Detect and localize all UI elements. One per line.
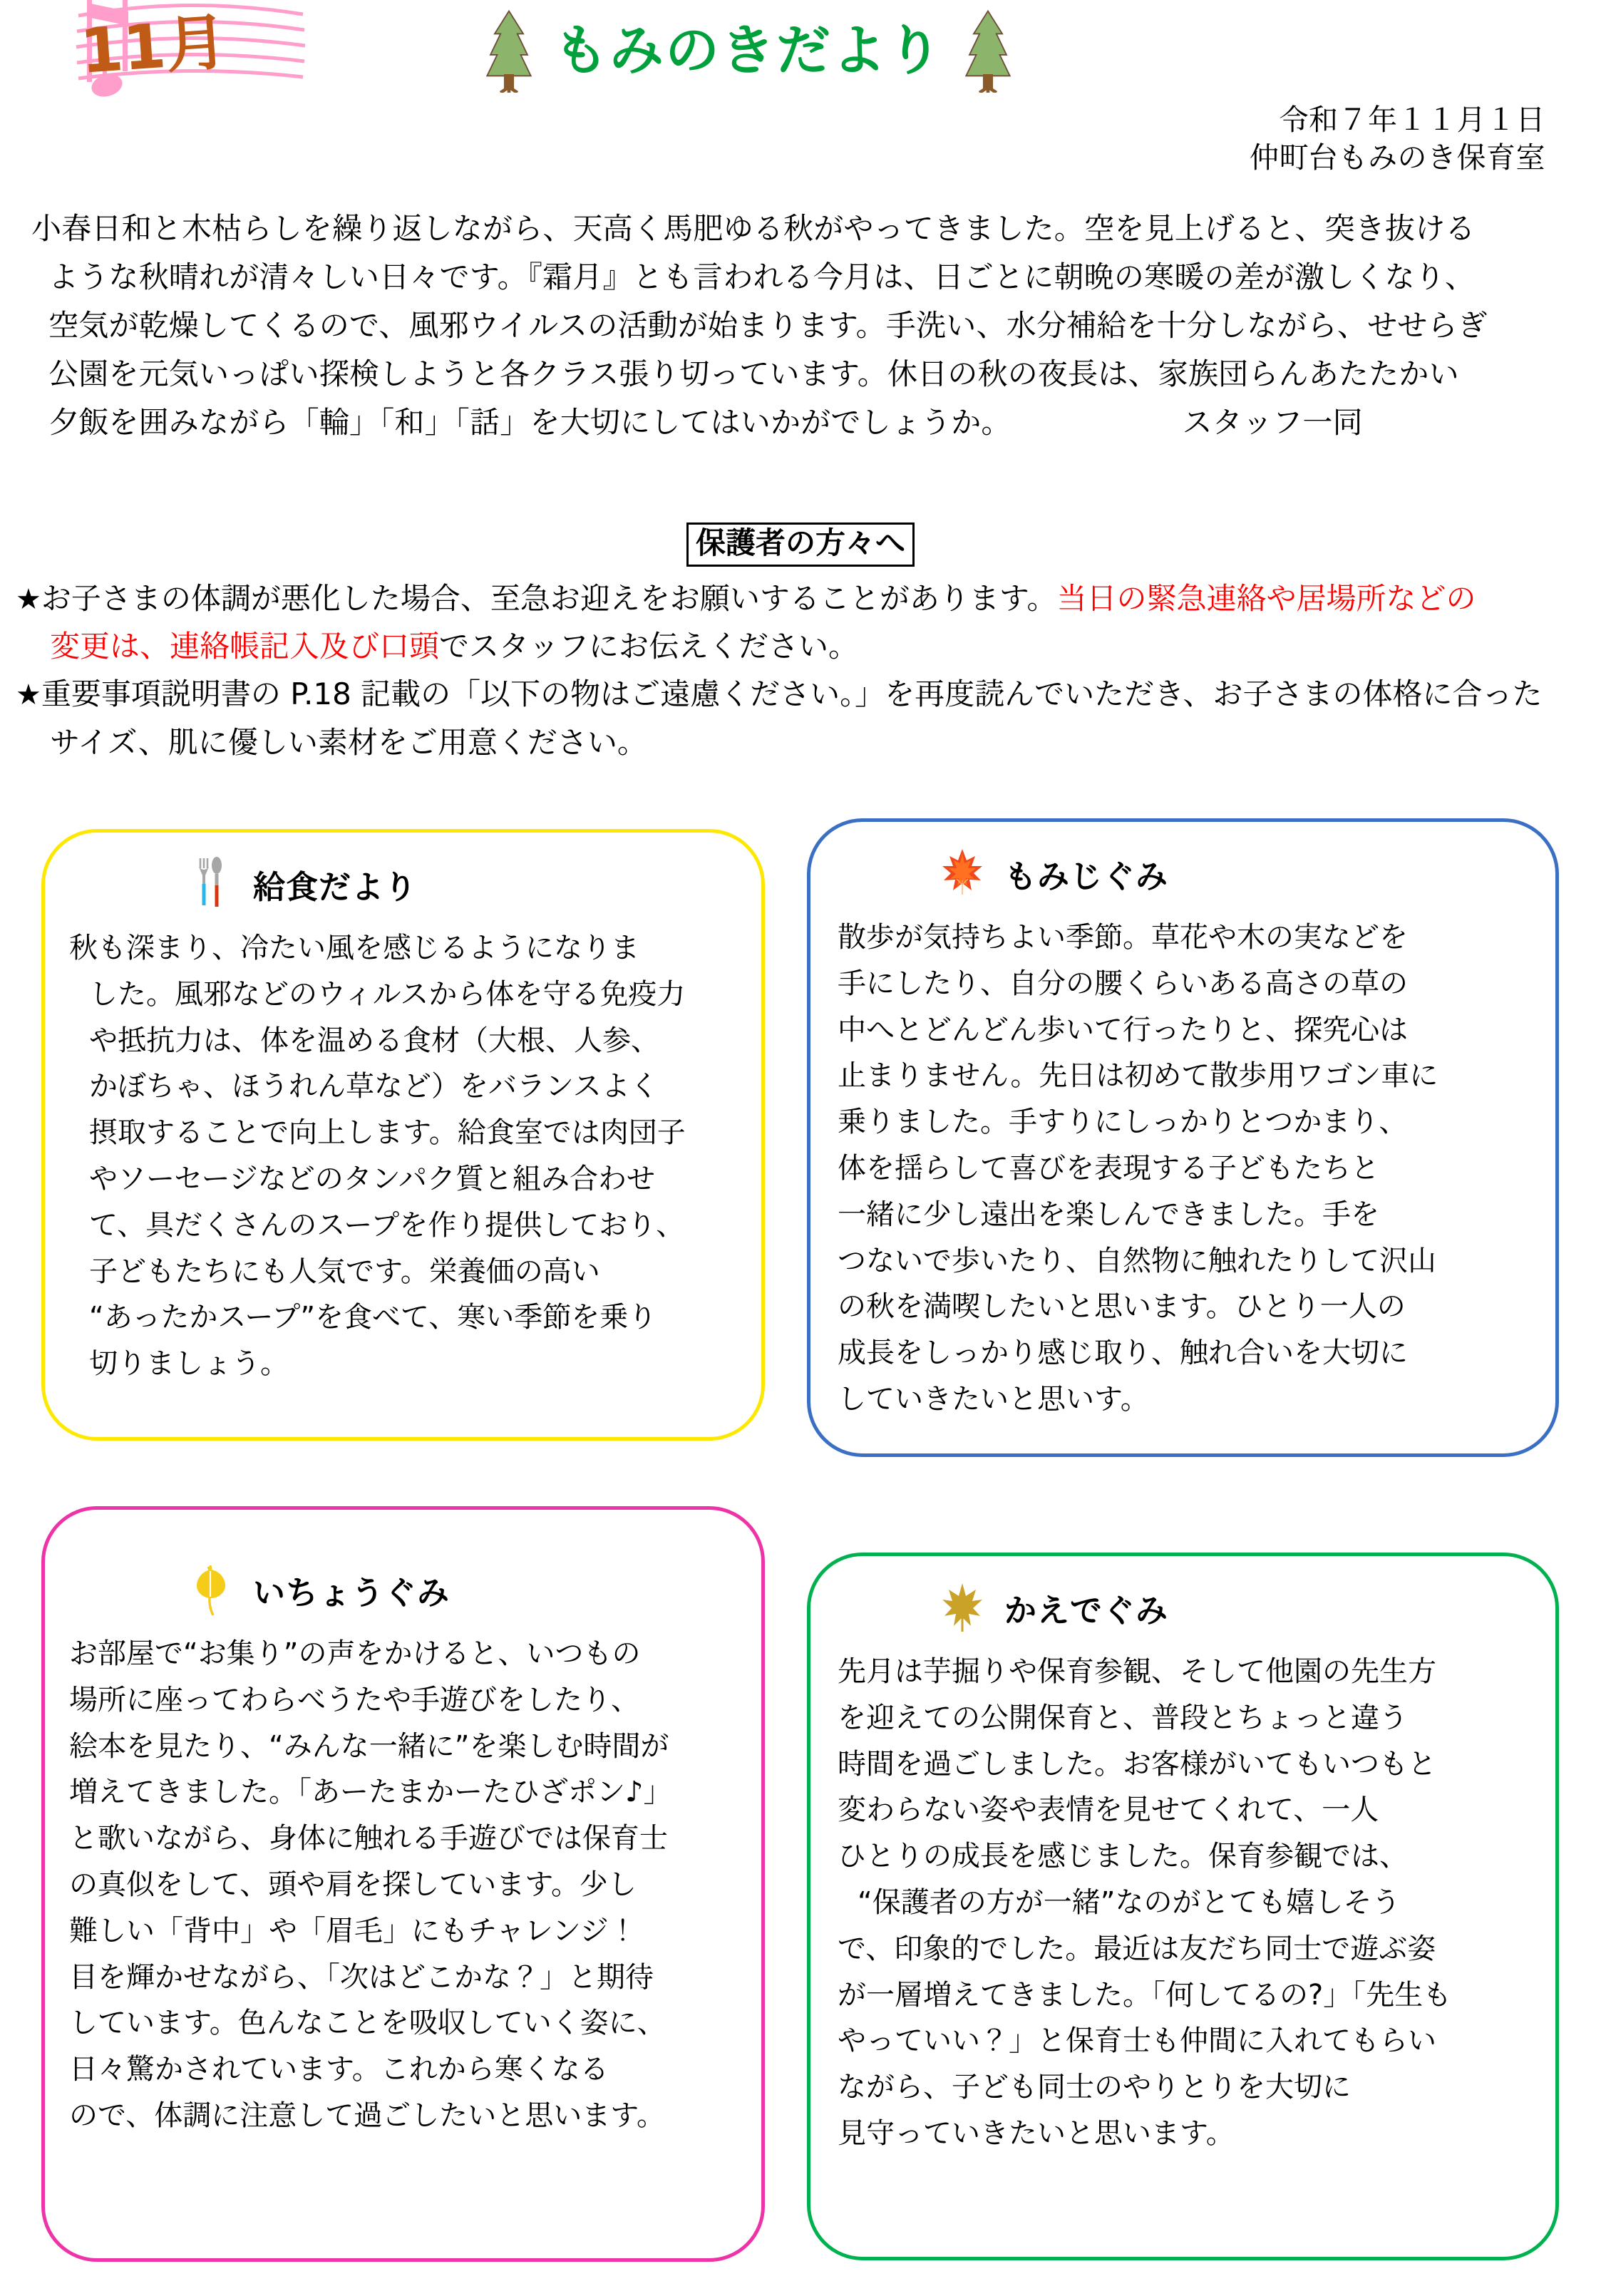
notice-heading-label: 保護者の方々へ (686, 522, 915, 567)
body-line: 摂取することで向上します。給食室では肉団子 (89, 1116, 686, 1150)
section-title: かえでぐみ (1004, 1591, 1169, 1630)
body-line: 秋も深まり、冷たい風を感じるようになりま (69, 932, 639, 964)
notice-text-red: 当日の緊急連絡や居場所などの (1056, 581, 1476, 616)
body-line: で、印象的でした。最近は友だち同士で遊ぶ姿 (838, 1932, 1436, 1965)
notice-heading (0, 522, 1601, 567)
ginkgo-leaf-icon (187, 1557, 235, 1622)
section-body (810, 1646, 1555, 2157)
body-line: ので、体調に注意して過ごしたいと思います。 (69, 2099, 665, 2132)
body-line: していきたいと思いす。 (838, 1382, 1149, 1416)
section-box-icho (41, 1506, 765, 2262)
pine-tree-icon-right (962, 9, 1014, 93)
notice-item-2-line-1 (16, 670, 1584, 718)
body-line: 先月は芋掘りや保育参観、そして他園の先生方 (838, 1655, 1436, 1688)
body-line: や抵抗力は、体を温める食材（大根、人参、 (89, 1024, 659, 1057)
maple-leaf-red-icon (939, 840, 986, 906)
maple-leaf-gold-icon (939, 1575, 986, 1640)
notice-text-red-emphasis: 連絡帳記入及び口頭 (170, 629, 440, 664)
body-line: お部屋で“お集り”の声をかけると、いつもの (69, 1637, 641, 1670)
body-line: しています。色んなことを吸収していく姿に、 (69, 2007, 666, 2040)
body-line: 目を輝かせながら、「次はどこかな？」と期待 (69, 1960, 654, 1994)
section-header (810, 1556, 1555, 1646)
notice-text: 重要事項説明書の P.18 記載の「以下の物はご遠慮ください。」を再度読んでいただき、お子さまの体格に合った (41, 676, 1543, 712)
section-header (45, 1510, 761, 1628)
section-box-kaede (807, 1553, 1559, 2260)
notice-text-black: でスタッフにお伝えください。 (439, 629, 859, 664)
section-box-kyushoku (41, 829, 765, 1441)
section-title: もみじぐみ (1004, 857, 1169, 895)
document-meta (1250, 101, 1545, 177)
body-line: 場所に座ってわらべうたや手遊びをしたり、 (69, 1683, 639, 1716)
organization-name: 仲町台もみのき保育室 (1250, 140, 1545, 175)
body-line: ながら、子ども同士のやりとりを大切に (838, 2071, 1351, 2104)
body-line: て、具だくさんのスープを作り提供しており、 (89, 1208, 685, 1242)
intro-line: 公園を元気いっぱい探検しようと各クラス張り切っています。休日の秋の夜長は、家族団らんあたたかい (48, 356, 1459, 392)
body-line: の真似をして、頭や肩を探しています。少し (69, 1868, 637, 1901)
body-line: かぼちゃ、ほうれん草など）をバランスよく (89, 1070, 659, 1103)
body-line: 見守っていきたいと思います。 (838, 2116, 1235, 2150)
body-line: 中へとどんどん歩いて行ったりと、探究心は (838, 1013, 1408, 1046)
issue-date: 令和７年１１月１日 (1279, 103, 1545, 137)
body-line: 一緒に少し遠出を楽しんできました。手を (838, 1198, 1379, 1231)
star-bullet-icon: ★ (16, 679, 41, 712)
section-body (810, 912, 1555, 1423)
intro-line-last (31, 398, 1571, 447)
body-line: 変わらない姿や表情を見せてくれて、一人 (838, 1793, 1379, 1827)
notice-item-1-line-2 (16, 622, 1584, 670)
body-line: の秋を満喫したいと思います。ひとり一人の (838, 1290, 1406, 1324)
notice-list (16, 575, 1584, 766)
body-line: した。風邪などのウィルスから体を守る免疫力 (89, 977, 686, 1011)
body-line: やソーセージなどのタンパク質と組み合わせ (89, 1162, 655, 1195)
intro-line: 小春日和と木枯らしを繰り返しながら、天高く馬肥ゆる秋がやってきました。空を見上げると、突き抜ける (31, 211, 1476, 246)
body-line: が一層増えてきました。「何してるの?」「先生も (838, 1978, 1452, 2012)
fork-spoon-icon (187, 851, 235, 917)
body-line: 乗りました。手すりにしっかりとつかまり、 (838, 1106, 1408, 1139)
section-title: 給食だより (253, 868, 418, 906)
body-line: 絵本を見たり、“みんな一緒に”を楽しむ時間が (69, 1729, 669, 1763)
newsletter-title-block (456, 4, 1041, 97)
intro-paragraph (31, 205, 1571, 447)
music-note-icon (57, 0, 321, 107)
star-bullet-icon: ★ (16, 583, 41, 616)
notice-text-red: 変更は、 (50, 629, 170, 664)
body-line: 散歩が気持ちよい季節。草花や木の実などを (838, 921, 1408, 954)
notice-item-2-line-2: サイズ、肌に優しい素材をご用意ください。 (50, 724, 647, 760)
notice-text-black: お子さまの体調が悪化した場合、至急お迎えをお願いすることがあります。 (41, 581, 1057, 616)
body-line: 時間を過ごしました。お客様がいてもいつもと (838, 1747, 1436, 1781)
intro-line-text: 夕飯を囲みながら「輪」「和」「話」を大切にしてはいかがでしょうか。 (48, 405, 1011, 441)
section-header (45, 833, 761, 922)
body-line: 増えてきました。「あーたまかーたひざポン♪」 (69, 1776, 672, 1809)
body-line: 手にしたり、自分の腰くらいある高さの草の (838, 967, 1408, 1000)
section-box-momiji (807, 818, 1559, 1457)
body-line: を迎えての公開保育と、普段とちょっと違う (838, 1701, 1408, 1734)
month-badge (57, 0, 321, 107)
body-line: 日々驚かされています。これから寒くなる (69, 2053, 609, 2086)
month-label: 11月 (78, 6, 230, 88)
body-line: ひとりの成長を感じました。保育参観では、 (838, 1840, 1408, 1873)
body-line: “あったかスープ”を食べて、寒い季節を乗り (89, 1301, 657, 1334)
body-line: “保護者の方が一緒”なのがとても嬉しそう (858, 1885, 1401, 1919)
section-body (45, 1628, 761, 2139)
body-line: 切りましょう。 (89, 1347, 289, 1381)
intro-line: ような秋晴れが清々しい日々です。『霜月』とも言われる今月は、日ごとに朝晩の寒暖の差が激しくなり、 (48, 259, 1476, 295)
page-header (0, 0, 1601, 107)
notice-item-1-line-1 (16, 575, 1584, 622)
body-line: 止まりません。先日は初めて散歩用ワゴン車に (838, 1059, 1438, 1093)
section-title: いちょうぐみ (253, 1573, 451, 1612)
section-header (810, 822, 1555, 912)
body-line: 体を揺らして喜びを表現する子どもたちと (838, 1151, 1379, 1185)
intro-line: 空気が乾燥してくるので、風邪ウイルスの活動が始まります。手洗い、水分補給を十分しながら、せせらぎ (48, 308, 1488, 344)
body-line: 難しい「背中」や「眉毛」にもチャレンジ！ (69, 1914, 637, 1947)
page-title: もみのきだより (554, 19, 943, 82)
pine-tree-icon-left (483, 9, 535, 93)
body-line: と歌いながら、身体に触れる手遊びでは保育士 (69, 1822, 668, 1855)
body-line: やっていい？」と保育士も仲間に入れてもらい (838, 2024, 1436, 2058)
body-line: 成長をしっかり感じ取り、触れ合いを大切に (838, 1337, 1408, 1370)
body-line: つないで歩いたり、自然物に触れたりして沢山 (838, 1244, 1436, 1277)
body-line: 子どもたちにも人気です。栄養価の高い (89, 1255, 600, 1288)
staff-signature: スタッフ一同 (1182, 405, 1363, 441)
section-body (45, 922, 761, 1387)
